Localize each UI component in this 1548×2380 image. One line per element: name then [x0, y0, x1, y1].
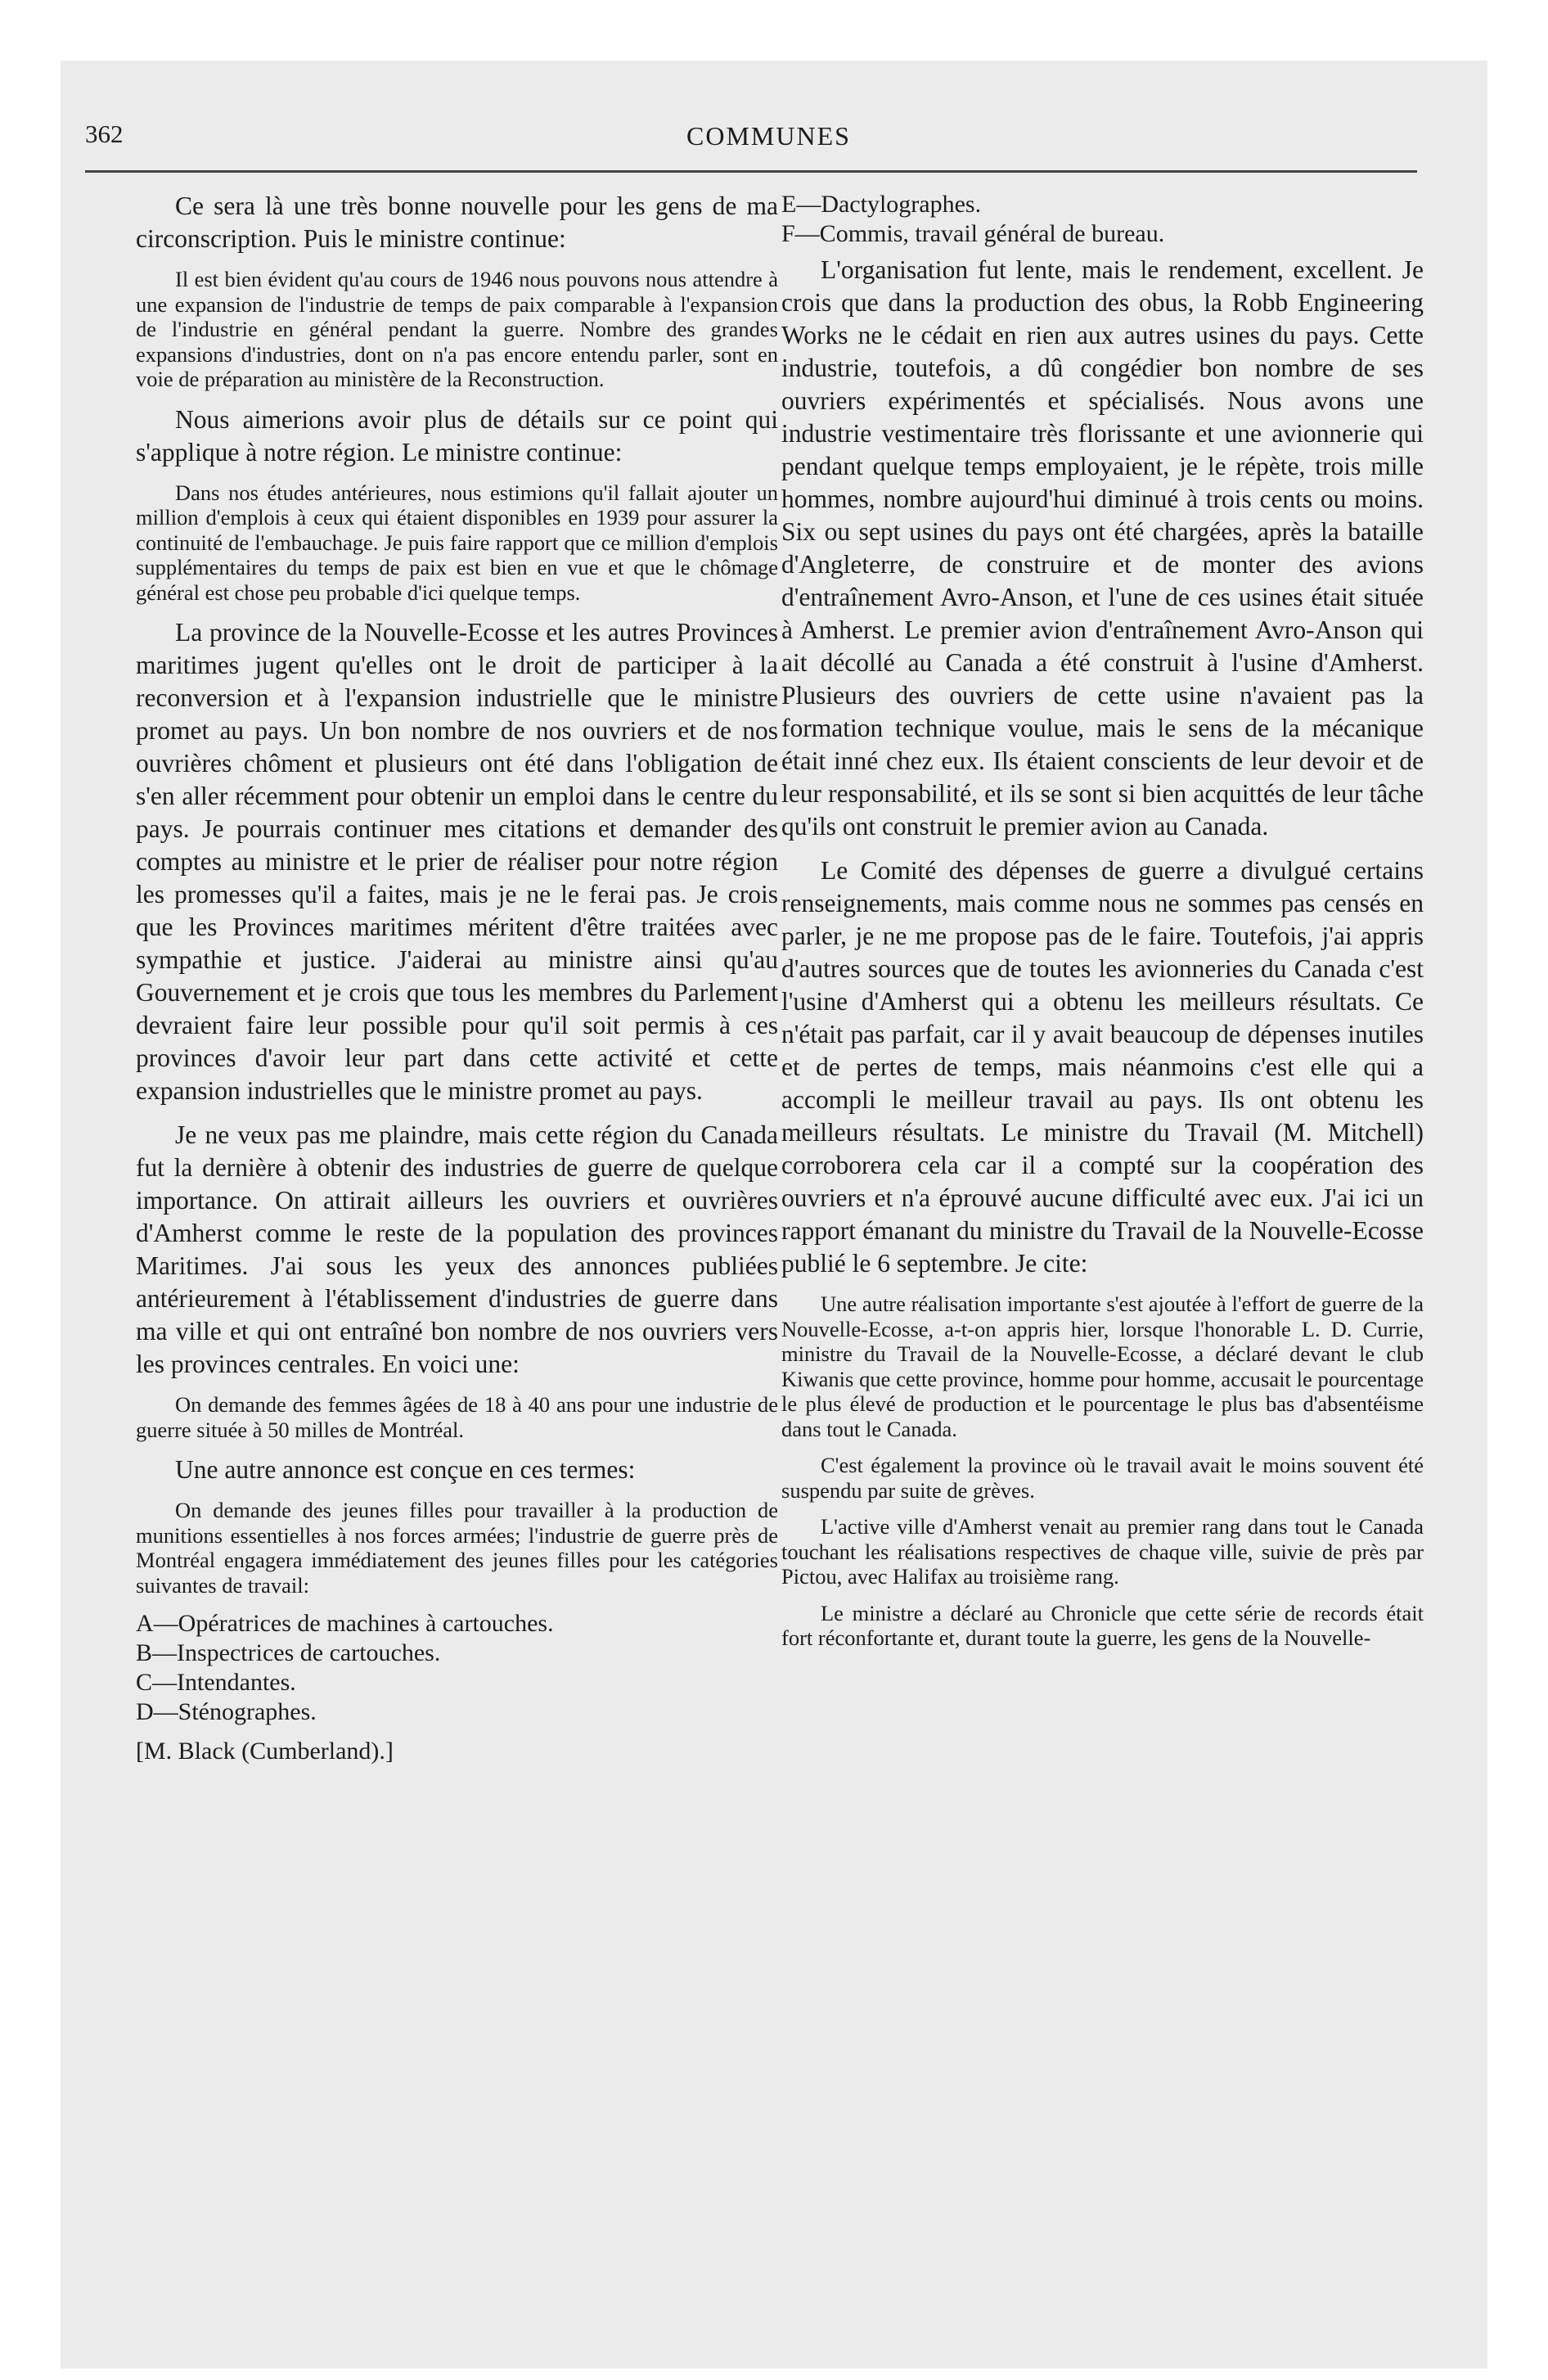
- block-quote: On demande des jeunes filles pour travailler à la production de munitions essentielles à nos forces armées; l'industrie de guerre près de Montréal engagera immédiatement des jeunes filles pour les catégories suivantes de travail:: [136, 1498, 778, 1598]
- block-quote: Dans nos études antérieures, nous estimions qu'il fallait ajouter un million d'emplois à ceux qui étaient disponibles en 1939 pour assurer la continuité de l'embauchage. Je puis faire rapport que ce million d'emplois supplémentaires du temps de paix est bien en vue et que le chômage général est chose peu probable d'ici quelque temps.: [136, 480, 778, 605]
- list-item: A—Opératrices de machines à cartouches.: [136, 1610, 554, 1637]
- running-head: COMMUNES: [686, 121, 851, 151]
- list-item: B—Inspectrices de cartouches.: [136, 1639, 441, 1666]
- paragraph: Le Comité des dépenses de guerre a divulgué certains renseignements, mais comme nous ne sommes pas censés en parler, je ne me propose pas de le faire. Toutefois, j'ai appris d'autres sources que de toutes les avionneries du Canada c'est l'usine d'Amherst qui a obtenu les meilleurs résultats. Ce n'était pas parfait, car il y avait beaucoup de dépenses inutiles et de pertes de temps, mais néanmoins c'est elle qui a accompli le meilleur travail au pays. Ils ont obtenu les meilleurs résultats. Le ministre du Travail (M. Mitchell) corroborera cela car il a compté sur la coopération des ouvriers et n'a éprouvé aucune difficulté avec eux. J'ai ici un rapport émanant du ministre du Travail de la Nouvelle-Ecosse publié le 6 septembre. Je cite:: [781, 856, 1424, 1278]
- paragraph: Ce sera là une très bonne nouvelle pour les gens de ma circonscription. Puis le ministre continue:: [136, 192, 778, 253]
- paragraph: Je ne veux pas me plaindre, mais cette région du Canada fut la dernière à obtenir des industries de guerre de quelque importance. On attirait ailleurs les ouvriers et ouvrières d'Amherst comme le reste de la population des provinces Maritimes. J'ai sous les yeux des annonces publiées antérieurement à l'établissement d'industries de guerre dans ma ville et qui ont entraîné bon nombre de nos ouvriers vers les provinces centrales. En voici une:: [136, 1120, 778, 1378]
- block-quote: Le ministre a déclaré au Chronicle que cette série de records était fort réconfortante et, durant toute la guerre, les gens de la Nouvelle-: [781, 1600, 1424, 1650]
- paragraph: La province de la Nouvelle-Ecosse et les autres Provinces maritimes jugent qu'elles ont le droit de participer à la reconversion et à l'expansion industrielle que le ministre promet au pays. Un bon nombre de nos ouvriers et de nos ouvrières chôment et plusieurs ont été dans l'obligation de s'en aller récemment pour obtenir un emploi dans le centre du pays. Je pourrais continuer mes citations et demander des comptes au ministre et le prier de réaliser pour notre région les promesses qu'il a faites, mais je ne le ferai pas. Je crois que les Provinces maritimes méritent d'être traitées avec sympathie et justice. J'aiderai au ministre ainsi qu'au Gouvernement et je crois que tous les membres du Parlement devraient faire leur possible pour qu'il soit permis à ces provinces d'avoir leur part dans cette activité et cette expansion industrielles que le ministre promet au pays.: [136, 618, 778, 1105]
- header-rule: [85, 170, 1417, 173]
- list-item: D—Sténographes.: [136, 1698, 317, 1725]
- list-item: E—Dactylographes.: [781, 191, 982, 218]
- list-item: F—Commis, travail général de bureau.: [781, 220, 1165, 247]
- page-header: [85, 119, 1417, 169]
- paragraph: Une autre annonce est conçue en ces termes:: [175, 1455, 636, 1484]
- speaker-attribution: [M. Black (Cumberland).]: [136, 1738, 394, 1765]
- block-quote: C'est également la province où le travail avait le moins souvent été suspendu par suite de grèves.: [781, 1453, 1424, 1503]
- block-quote: On demande des femmes âgées de 18 à 40 ans pour une industrie de guerre située à 50 milles de Montréal.: [136, 1392, 778, 1442]
- paragraph: Nous aimerions avoir plus de détails sur ce point qui s'applique à notre région. Le ministre continue:: [136, 404, 778, 467]
- right-column: [781, 190, 1424, 1662]
- block-quote: L'active ville d'Amherst venait au premier rang dans tout le Canada touchant les réalisations respectives de chaque ville, suivie de près par Pictou, avec Halifax au troisième rang.: [781, 1514, 1424, 1589]
- list-item: C—Intendantes.: [136, 1669, 296, 1696]
- page-number: 362: [85, 119, 124, 148]
- block-quote: Une autre réalisation importante s'est ajoutée à l'effort de guerre de la Nouvelle-Ecosse, a-t-on appris hier, lorsque l'honorable L. D. Currie, ministre du Travail de la Nouvelle-Ecosse, a déclaré devant le club Kiwanis que cette province, homme pour homme, accusait le pourcentage le plus élevé de production et le pourcentage le plus bas d'absentéisme dans tout le Canada.: [781, 1291, 1424, 1441]
- left-column: [136, 190, 778, 1766]
- block-quote: Il est bien évident qu'au cours de 1946 nous pouvons nous attendre à une expansion de l'industrie de temps de paix comparable à l'expansion de l'industrie en général pendant la guerre. Nombre des grandes expansions d'industries, dont on n'a pas encore entendu parler, sont en voie de préparation au ministère de la Reconstruction.: [136, 267, 778, 391]
- paragraph: L'organisation fut lente, mais le rendement, excellent. Je crois que dans la production des obus, la Robb Engineering Works ne le cédait en rien aux autres usines du pays. Cette industrie, toutefois, a dû congédier bon nombre de ses ouvriers expérimentés et spécialisés. Nous avons une industrie vestimentaire très florissante et une avionnerie qui pendant quelque temps employaient, je le répète, trois mille hommes, nombre aujourd'hui diminué à trois cents ou moins. Six ou sept usines du pays ont été chargées, après la bataille d'Angleterre, de construire et de monter des avions d'entraînement Avro-Anson, et l'une de ces usines était située à Amherst. Le premier avion d'entraînement Avro-Anson qui ait décollé au Canada a été construit à l'usine d'Amherst. Plusieurs des ouvriers de cette usine n'avaient pas la formation technique voulue, mais le sens de la mécanique était inné chez eux. Ils étaient conscients de leur devoir et de leur responsabilité, et ils se sont si bien acquittés de leur tâche qu'ils ont construit le premier avion au Canada.: [781, 255, 1424, 841]
